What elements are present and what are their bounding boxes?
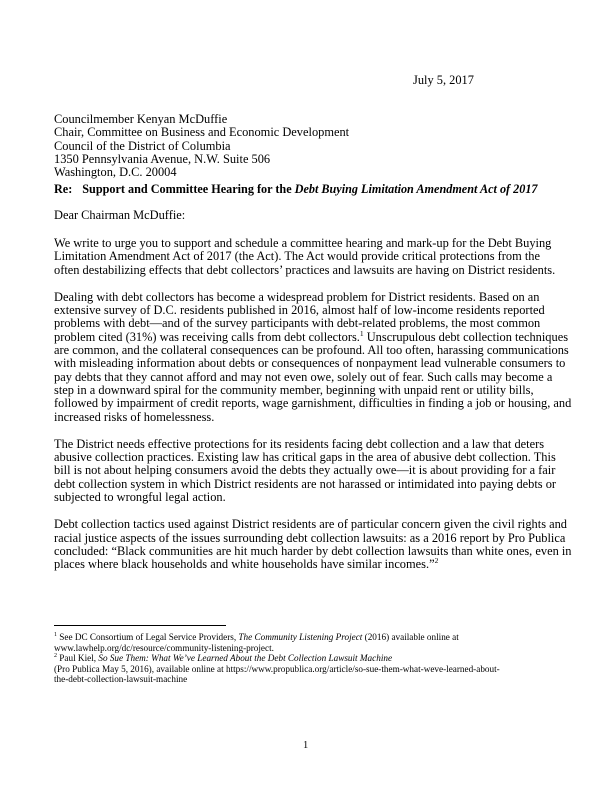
- text-line: [54, 558, 564, 571]
- recipient-city: Washington, D.C. 20004: [54, 165, 177, 180]
- text-line: are common, and the collateral consequences can be profound. All too often, harassing communications: [54, 343, 569, 358]
- recipient-organization: Council of the District of Columbia: [54, 138, 231, 153]
- paragraph-1: [54, 237, 564, 277]
- subject-prefix: Re:: [54, 182, 73, 196]
- text-line: We write to urge you to support and schedule a committee hearing and mark-up for the Debt Buying: [54, 236, 552, 250]
- subject-line: [54, 182, 538, 196]
- footnote-text: (2016) available online at: [362, 632, 459, 642]
- text-line: Debt collection tactics used against District residents are of particular concern given the civil rights and: [54, 517, 568, 532]
- text-line: Limitation Amendment Act of 2017 (the Act). The Act would provide critical protections from the: [54, 249, 540, 264]
- text-segment: problem cited (31%) was receiving calls from debt collectors.: [54, 329, 360, 344]
- text-line: abusive collection practices. Existing law has critical gaps in the area of abusive debt collection. This: [54, 450, 556, 465]
- footnote-line: [54, 632, 564, 643]
- text-line: bill is not about helping consumers avoid the debts they actually owe—it is about providing for a fair: [54, 463, 556, 478]
- recipient-title: Chair, Committee on Business and Economic Development: [54, 125, 350, 140]
- footnote-number: 1: [54, 631, 57, 638]
- text-segment: Unscrupulous debt collection techniques: [363, 329, 569, 344]
- text-line: extensive survey of D.C. residents published in 2016, almost half of low-income residents reported: [54, 303, 545, 318]
- text-line: step in a downward spiral for the community member, beginning with unpaid rent or utility bills,: [54, 382, 534, 397]
- text-line: with misleading information about debts or consequences of nonpayment lead vulnerable consumers to: [54, 356, 566, 371]
- salutation: Dear Chairman McDuffie:: [54, 208, 186, 222]
- text-line: The District needs effective protections for its residents facing debt collection and a law that deters: [54, 436, 545, 451]
- text-line: Dealing with debt collectors has become a widespread problem for District residents. Based on an: [54, 289, 540, 304]
- page-number: 1: [303, 740, 309, 751]
- footnote-1: [54, 632, 564, 653]
- paragraph-4: [54, 517, 572, 572]
- paragraph-2: [54, 289, 572, 424]
- recipient-name: Councilmember Kenyan McDuffie: [54, 112, 228, 126]
- footnote-link[interactable]: the-debt-collection-lawsuit-machine: [54, 674, 188, 685]
- text-line: followed by impairment of credit reports, wage garnishment, difficulties in finding a job or housing, and: [54, 396, 572, 411]
- recipient-street: 1350 Pennsylvania Avenue, N.W. Suite 506: [54, 151, 271, 166]
- letter-date: July 5, 2017: [413, 73, 474, 87]
- footnote-divider: [54, 625, 226, 626]
- footnote-line: [54, 653, 564, 664]
- text-line: subjected to wrongful legal action.: [54, 490, 226, 505]
- subject-text: Support and Committee Hearing for the: [82, 182, 295, 196]
- paragraph-3: [54, 438, 564, 504]
- text-line: problems with debt—and of the survey participants with debt-related problems, the most common: [54, 316, 541, 331]
- text-segment: places where black households and white households have similar incomes.”: [54, 557, 435, 572]
- footnote-link[interactable]: www.lawhelp.org/dc/resource/community-listening-project.: [54, 642, 274, 653]
- text-line: often destabilizing effects that debt collectors’ practices and lawsuits are having on District residents.: [54, 262, 556, 277]
- text-line: debt collection system in which District residents are not harassed or intimidated into paying debts or: [54, 476, 557, 491]
- footnote-ref-2: 2: [434, 556, 439, 566]
- footnote-number: 2: [54, 653, 57, 660]
- footnote-line[interactable]: (Pro Publica May 5, 2016), available online at https://www.propublica.org/article/so-sue-them-what-weve-learned-about-: [54, 663, 500, 674]
- text-line: pay debts that they cannot afford and may not even owe, solely out of fear. Such calls may become a: [54, 369, 553, 384]
- footnotes: [54, 632, 564, 685]
- text-line: [54, 328, 569, 344]
- footnote-ref-1: 1: [359, 328, 364, 338]
- letter-body: [54, 236, 572, 586]
- footnote-2: [54, 653, 564, 685]
- text-line: racial justice aspects of the issues surrounding debt collection lawsuits: as a 2016 report by Pro Publica: [54, 530, 566, 545]
- text-line: increased risks of homelessness.: [54, 409, 215, 424]
- footnote-title: The Community Listening Project: [238, 632, 363, 642]
- subject-act-title: Debt Buying Limitation Amendment Act of 2017: [294, 182, 538, 196]
- footnote-title: So Sue Them: What We’ve Learned About the Debt Collection Lawsuit Machine: [98, 653, 393, 664]
- footnote-text: See DC Consortium of Legal Service Providers,: [57, 632, 239, 642]
- recipient-address: [54, 113, 349, 179]
- text-line: concluded: “Black communities are hit much harder by debt collection lawsuits than white ones, even in: [54, 543, 572, 558]
- footnote-text: Paul Kiel,: [57, 653, 99, 664]
